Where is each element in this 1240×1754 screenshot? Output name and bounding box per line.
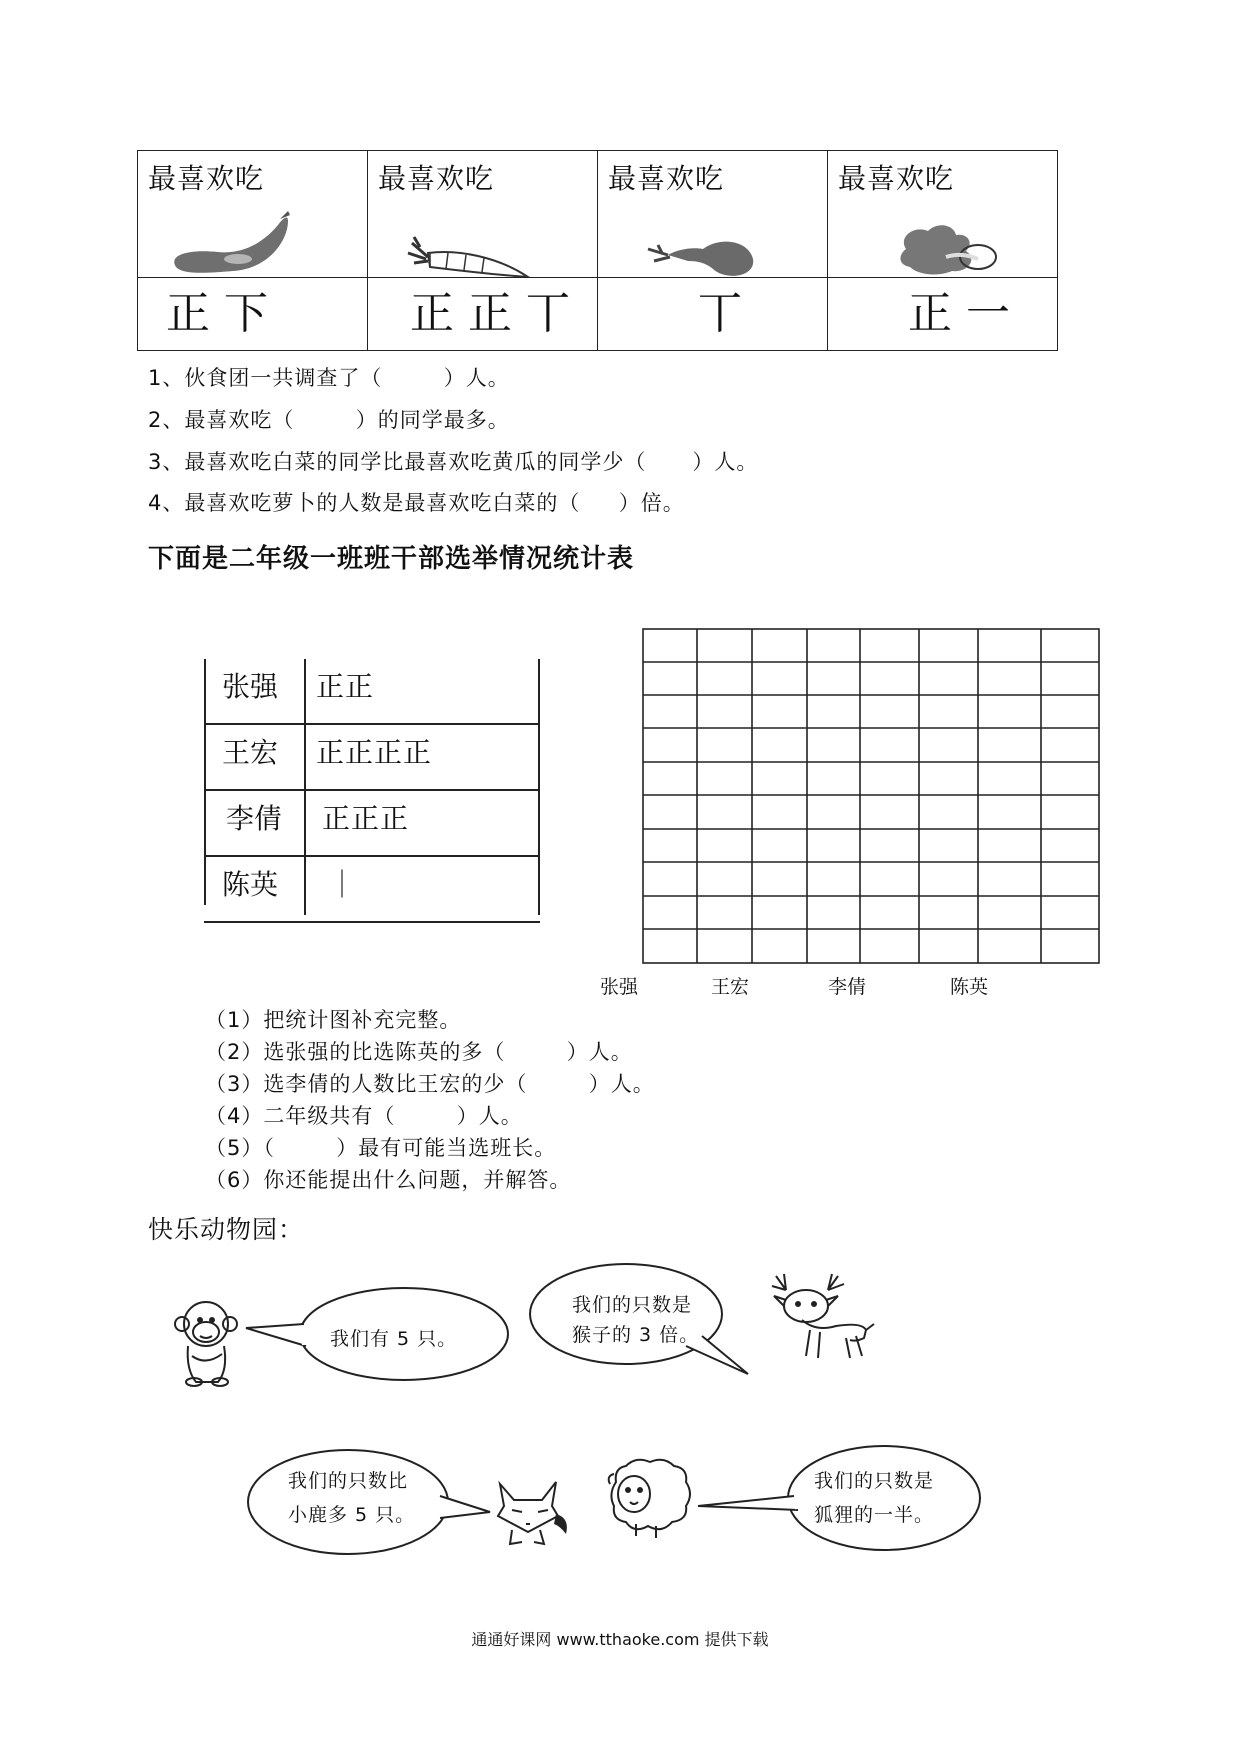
food-label: 最喜欢吃	[608, 162, 725, 195]
food-question-3: 3、最喜欢吃白菜的同学比最喜欢吃黄瓜的同学少（ ）人。	[148, 450, 759, 474]
deer-icon	[766, 1272, 876, 1364]
food-cell-carrot	[368, 151, 598, 278]
grid-label-wanghong: 王宏	[711, 976, 750, 998]
election-question-3: （3）选李倩的人数比王宏的少（ ）人。	[205, 1072, 655, 1096]
cucumber-icon	[138, 197, 367, 277]
election-question-2: （2）选张强的比选陈英的多（ ）人。	[205, 1040, 633, 1064]
sheep-speech-line-2: 狐狸的一半。	[814, 1504, 935, 1526]
monkey-icon	[172, 1296, 244, 1388]
deer-speech-line-2: 猴子的 3 倍。	[572, 1324, 700, 1346]
food-question-1: 1、伙食团一共调查了（ ）人。	[148, 366, 510, 390]
fox-speech-line-2: 小鹿多 5 只。	[288, 1504, 416, 1526]
sheep-speech-line-1: 我们的只数是	[814, 1470, 935, 1492]
tally-cucumber: 正 下	[138, 278, 368, 351]
page-footer: 通通好课网 www.tthaoke.com 提供下载	[471, 1630, 769, 1649]
election-row	[204, 659, 540, 725]
deer-speech-line-1: 我们的只数是	[572, 1294, 693, 1316]
food-cell-cabbage	[828, 151, 1058, 278]
zoo-heading: 快乐动物园：	[148, 1215, 305, 1244]
candidate-tally: 正正正	[322, 802, 410, 835]
food-label: 最喜欢吃	[148, 162, 265, 195]
candidate-name: 李倩	[226, 802, 283, 835]
fox-icon	[492, 1476, 572, 1548]
food-cell-cucumber	[138, 151, 368, 278]
blank-chart-grid[interactable]	[642, 628, 1102, 966]
carrot-icon	[368, 197, 597, 277]
fox-speech-line-1: 我们的只数比	[288, 1470, 409, 1492]
candidate-tally: 正正	[316, 670, 375, 703]
election-question-6: （6）你还能提出什么问题，并解答。	[205, 1168, 572, 1192]
grid-label-zhangqiang: 张强	[600, 976, 639, 998]
election-question-5: （5）（ ）最有可能当选班长。	[205, 1136, 557, 1160]
sheep-icon	[606, 1454, 696, 1540]
election-heading: 下面是二年级一班班干部选举情况统计表	[148, 544, 635, 574]
election-question-4: （4）二年级共有（ ）人。	[205, 1104, 523, 1128]
food-survey-table	[137, 150, 1058, 351]
candidate-name: 陈英	[222, 868, 279, 901]
tally-cabbage: 正 一	[828, 278, 1058, 351]
tally-carrot: 正 正 丅	[368, 278, 598, 351]
food-question-2: 2、最喜欢吃（ ）的同学最多。	[148, 408, 510, 432]
election-row	[204, 857, 540, 923]
election-row	[204, 791, 540, 857]
food-label: 最喜欢吃	[838, 162, 955, 195]
grid-label-chenying: 陈英	[950, 976, 989, 998]
eggplant-icon	[598, 197, 827, 277]
grid-label-liqian: 李倩	[828, 976, 867, 998]
food-cell-eggplant	[598, 151, 828, 278]
candidate-name: 王宏	[222, 736, 279, 769]
tally-eggplant: 丅	[598, 278, 828, 351]
candidate-tally: 正正正正	[316, 736, 433, 769]
food-question-4: 4、最喜欢吃萝卜的人数是最喜欢吃白菜的（ ）倍。	[148, 491, 685, 515]
monkey-speech-text: 我们有 5 只。	[330, 1328, 458, 1350]
candidate-tally: ｜	[328, 868, 358, 901]
election-tally-table	[204, 659, 540, 923]
food-label: 最喜欢吃	[378, 162, 495, 195]
election-question-1: （1）把统计图补充完整。	[205, 1008, 462, 1032]
candidate-name: 张强	[222, 670, 279, 703]
cabbage-icon	[828, 197, 1057, 277]
election-row	[204, 725, 540, 791]
